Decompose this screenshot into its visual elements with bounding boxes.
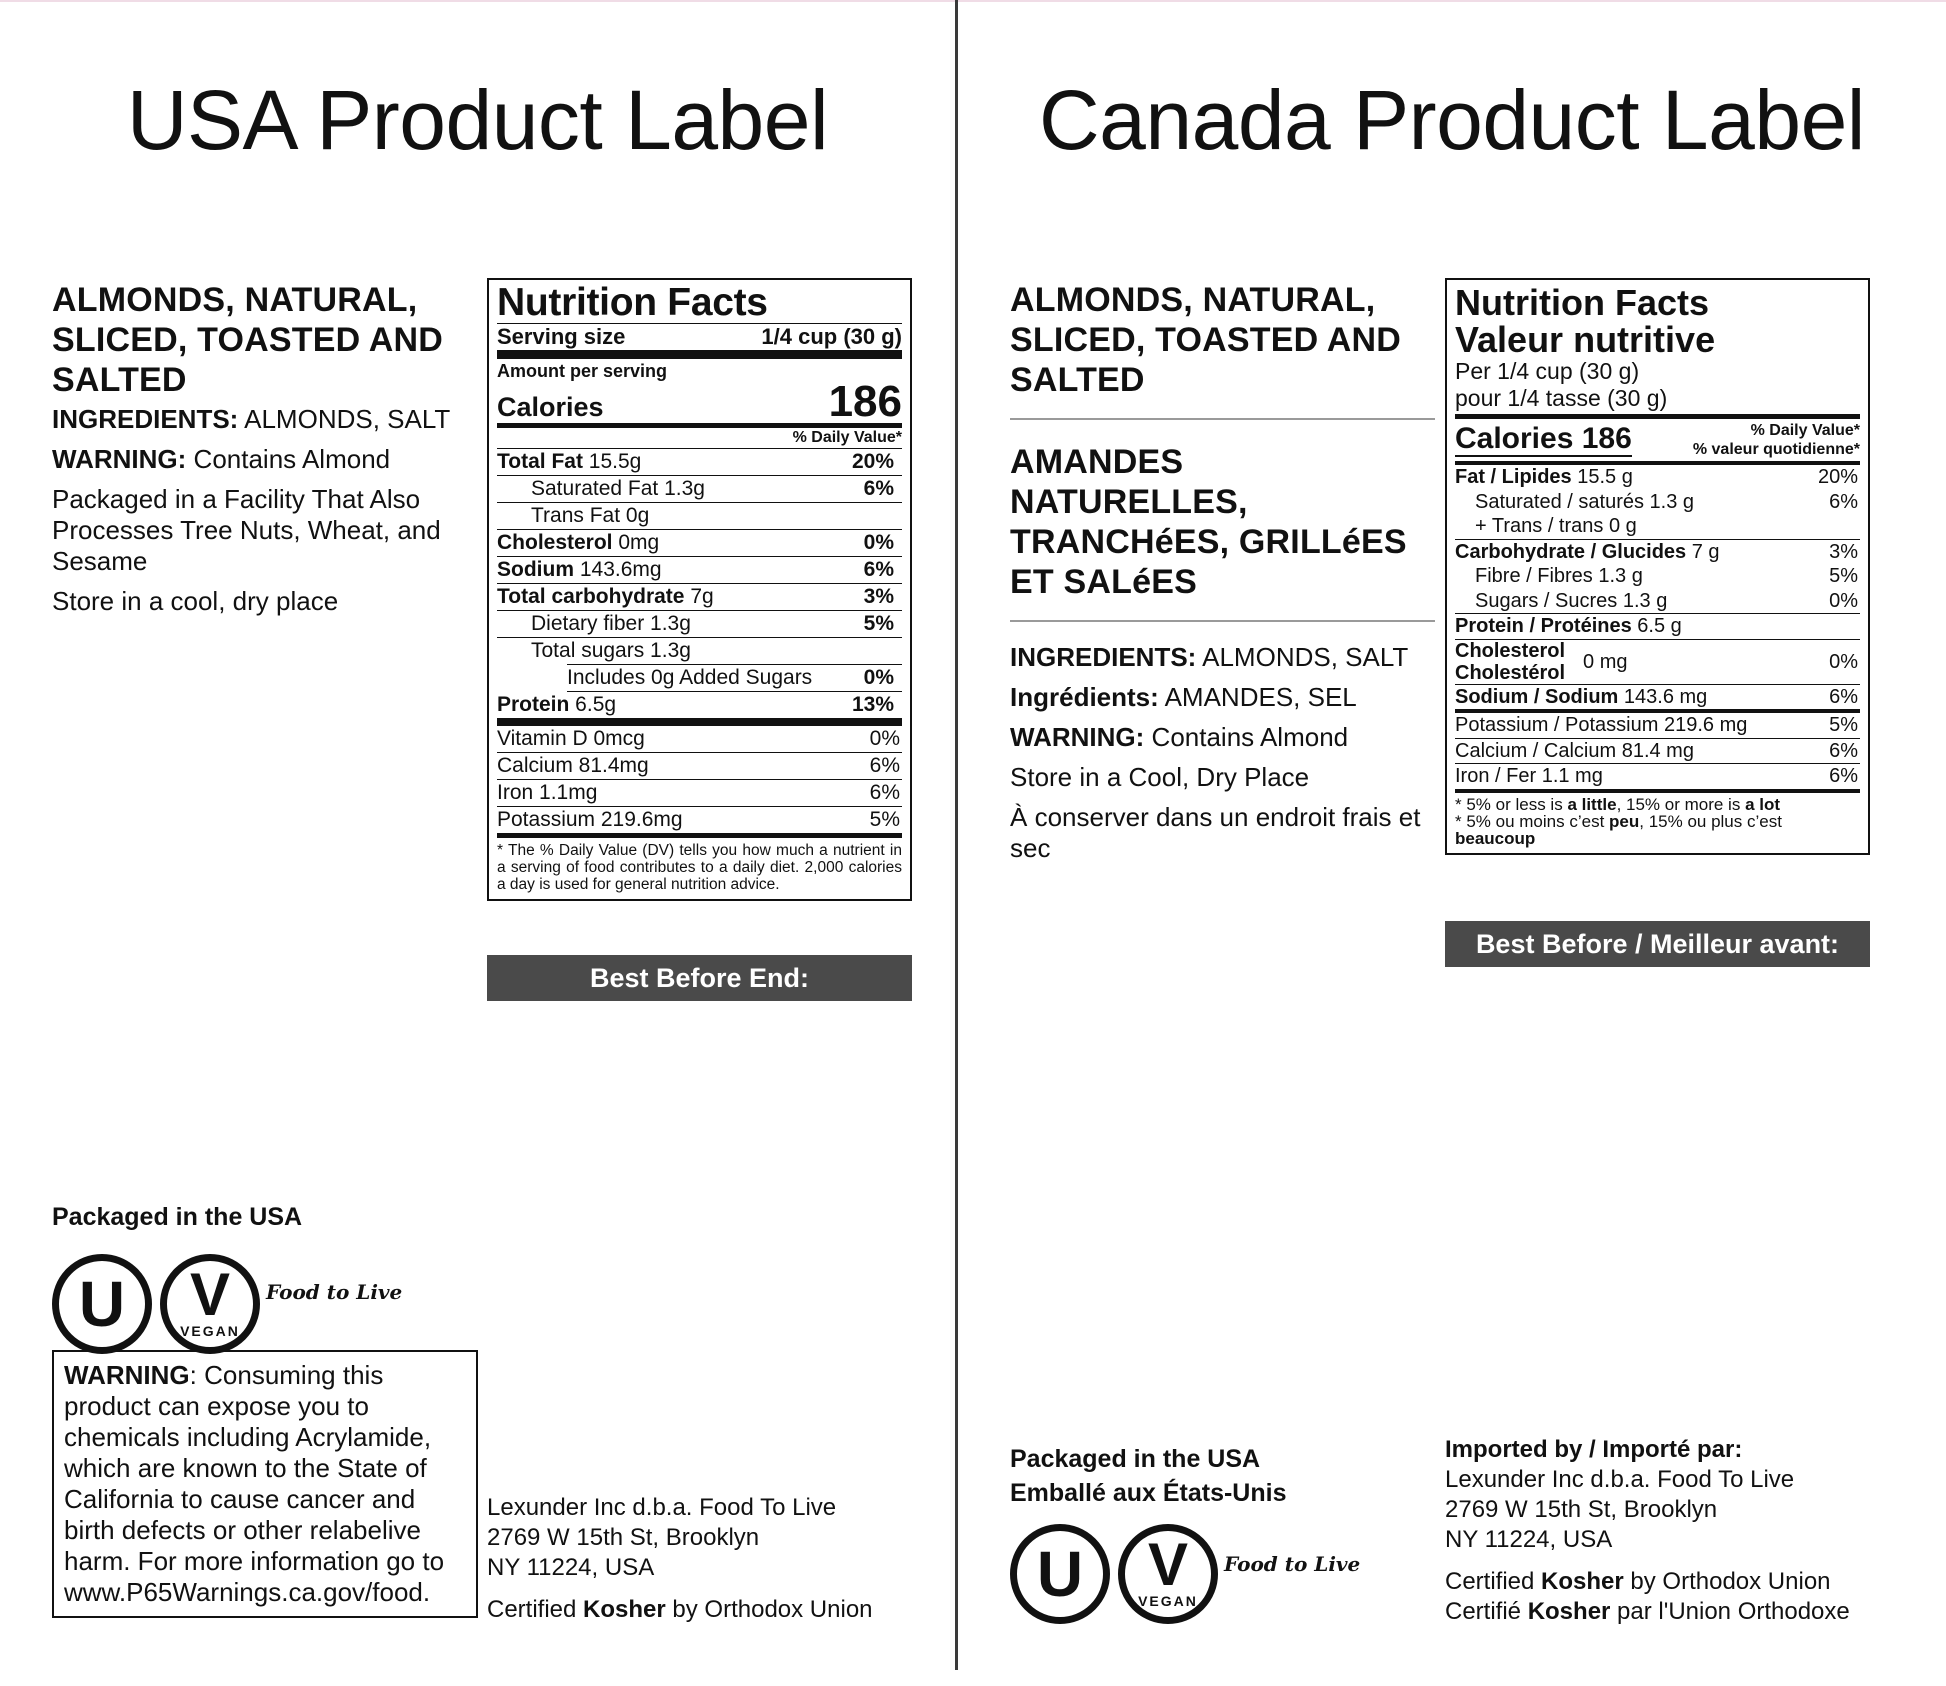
address-line: 2769 W 15th St, Brooklyn xyxy=(1445,1496,1718,1523)
vegan-certified-icon: V VEGAN xyxy=(1118,1524,1218,1624)
cholesterol-row: Cholesterol Cholestérol 0 mg 0% xyxy=(1455,639,1858,684)
address-line: NY 11224, USA xyxy=(487,1554,655,1581)
vegan-certified-icon: V VEGAN xyxy=(160,1254,260,1354)
sodium-row: Sodium / Sodium 143.6 mg 6% xyxy=(1455,685,1860,714)
address-line: 2769 W 15th St, Brooklyn xyxy=(487,1524,760,1551)
canada-ingredients-en: INGREDIENTS: ALMONDS, SALT xyxy=(1010,642,1409,672)
daily-value-header: % Daily Value* xyxy=(497,428,902,449)
canada-product-name-en xyxy=(1010,280,1435,400)
canada-product-info xyxy=(1010,280,1435,864)
product-name-line: AMANDES xyxy=(1010,443,1184,481)
nutrient-row: Total sugars 1.3g xyxy=(531,639,691,662)
product-name-line: ALMONDS, NATURAL, xyxy=(1010,281,1376,319)
nutrient-row: Cholesterol 0mg 0% xyxy=(497,530,902,557)
nutrition-facts-title: Nutrition Facts xyxy=(1455,282,1710,323)
nutrient-row: Fibre / Fibres 1.3 g 5% xyxy=(1475,565,1858,587)
usa-nutrition-facts-panel xyxy=(487,278,912,901)
orthodox-union-kosher-icon: U xyxy=(1010,1524,1110,1624)
mineral-row: Potassium / Potassium 219.6 mg 5% xyxy=(1455,713,1860,739)
canada-panel-title: Canada Product Label xyxy=(1039,73,1865,167)
usa-label-panel xyxy=(0,0,955,1686)
usa-storage-note: Store in a cool, dry place xyxy=(52,586,339,616)
nutrient-rows xyxy=(497,449,902,718)
product-name-line: ET SALéES xyxy=(1010,563,1197,601)
canada-ingredients-fr: Ingrédients: AMANDES, SEL xyxy=(1010,682,1357,712)
nutrient-row: Saturated Fat 1.3g 6% xyxy=(497,476,902,503)
usa-facility-note: Packaged in a Facility That Also Processes Tree Nuts, Wheat, and Sesame xyxy=(52,484,441,576)
nutrient-row: Sodium 143.6mg 6% xyxy=(497,557,902,584)
vitamin-row: Iron 1.1mg 6% xyxy=(497,780,902,807)
best-before-bar: Best Before End: xyxy=(487,955,912,1001)
canada-mineral-rows xyxy=(1455,713,1860,789)
best-before-bar: Best Before / Meilleur avant: xyxy=(1445,921,1870,967)
usa-packaged-in: Packaged in the USA xyxy=(52,1203,303,1231)
kosher-certification-en: Certified Kosher by Orthodox Union xyxy=(1445,1568,1831,1595)
nutrient-row: Sugars / Sucres 1.3 g 0% xyxy=(1455,589,1860,615)
canada-packaged-in: Packaged in the USA Emballé aux États-Unis xyxy=(1010,1445,1287,1507)
canada-label-panel xyxy=(958,0,1946,1686)
canada-storage-fr: À conserver dans un endroit frais et sec xyxy=(1010,802,1421,863)
calories-row: Calories 186 xyxy=(497,377,902,426)
amount-per-serving: Amount per serving xyxy=(497,361,668,381)
usa-ingredients: INGREDIENTS: ALMONDS, SALT xyxy=(52,404,451,434)
usa-panel-title: USA Product Label xyxy=(126,73,829,167)
vitamin-row: Calcium 81.4mg 6% xyxy=(497,753,902,780)
product-name-line: ALMONDS, NATURAL, xyxy=(52,281,418,319)
prop65-warning-box: WARNING: Consuming this product can expose you to chemicals including Acrylamide, which are known to the State of California to cause cancer and birth defects or other relabelive harm. For more information go to www.P65Warnings.ca.gov/food. xyxy=(52,1350,478,1618)
canada-nutrient-rows xyxy=(1455,465,1860,640)
nutrient-row: Dietary fiber 1.3g 5% xyxy=(497,611,902,638)
serving-per-en: Per 1/4 cup (30 g) xyxy=(1455,358,1640,384)
usa-product-info xyxy=(52,280,472,617)
serving-size-row: Serving size 1/4 cup (30 g) xyxy=(497,323,902,359)
product-name-line: SALTED xyxy=(52,361,187,399)
canada-warning-allergen: WARNING: Contains Almond xyxy=(1010,722,1349,752)
vitamin-rows xyxy=(497,718,902,833)
address-line: Lexunder Inc d.b.a. Food To Live xyxy=(1445,1466,1795,1493)
valeur-nutritive-title: Valeur nutritive xyxy=(1455,319,1716,360)
product-name-line: TRANCHéES, GRILLéES xyxy=(1010,523,1407,561)
usa-product-name xyxy=(52,280,472,400)
serving-per-fr: pour 1/4 tasse (30 g) xyxy=(1455,385,1860,419)
usa-address xyxy=(487,1493,873,1625)
canada-nutrition-facts-panel xyxy=(1445,278,1870,855)
imported-by-label: Imported by / Importé par: xyxy=(1445,1436,1743,1463)
orthodox-union-kosher-icon: U xyxy=(52,1254,152,1354)
daily-value-footnote: * The % Daily Value (DV) tells you how much a nutrient in a serving of food contributes to a daily diet. 2,000 calories a day is used for general nutrition advice. xyxy=(497,842,902,893)
canada-calories-row: Calories 186 % Daily Value* % valeur quotidienne* xyxy=(1455,419,1860,465)
nutrient-row: Total carbohydrate 7g 3% xyxy=(497,584,902,611)
divider-line xyxy=(1010,620,1435,622)
nutrient-row: Saturated / saturés 1.3 g 6% xyxy=(1475,490,1858,513)
nutrient-row: Includes 0g Added Sugars 0% xyxy=(567,664,902,692)
vitamin-row: Potassium 219.6mg 5% xyxy=(497,808,900,831)
usa-warning-allergen: WARNING: Contains Almond xyxy=(52,444,391,474)
canada-product-name-fr xyxy=(1010,442,1435,602)
vitamin-row: Vitamin D 0mcg 0% xyxy=(497,726,902,753)
nutrient-row: Total Fat 15.5g 20% xyxy=(497,449,902,476)
kosher-certification-fr: Certifié Kosher par l'Union Orthodoxe xyxy=(1445,1598,1850,1625)
nutrient-row: Fat / Lipides 15.5 g 20% xyxy=(1455,466,1858,488)
nutrient-row: Carbohydrate / Glucides 7 g 3% xyxy=(1455,540,1858,563)
mineral-row: Iron / Fer 1.1 mg 6% xyxy=(1455,765,1858,787)
nutrition-facts-title: Nutrition Facts xyxy=(497,281,768,324)
nutrient-row: Trans Fat 0g xyxy=(497,503,902,530)
canada-importer xyxy=(1445,1435,1850,1627)
food-to-live-logo: Food to Live xyxy=(266,1280,403,1304)
kosher-certification: Certified Kosher by Orthodox Union xyxy=(487,1596,873,1623)
canada-storage-en: Store in a Cool, Dry Place xyxy=(1010,762,1310,792)
mineral-row: Calcium / Calcium 81.4 mg 6% xyxy=(1455,739,1860,765)
divider-line xyxy=(1010,418,1435,420)
address-line: NY 11224, USA xyxy=(1445,1526,1613,1553)
product-name-line: NATURELLES, xyxy=(1010,483,1248,521)
canada-footnote: * 5% or less is a little, 15% or more is a lot * 5% ou moins c’est peu, 15% ou plus c’est beaucoup xyxy=(1455,789,1860,847)
nutrient-row: Protein / Protéines 6.5 g xyxy=(1455,614,1860,640)
address-line: Lexunder Inc d.b.a. Food To Live xyxy=(487,1494,837,1521)
product-name-line: SLICED, TOASTED AND xyxy=(1010,321,1402,359)
nutrient-row: + Trans / trans 0 g xyxy=(1455,514,1860,540)
food-to-live-logo: Food to Live xyxy=(1224,1552,1361,1576)
product-name-line: SALTED xyxy=(1010,361,1145,399)
nutrient-row: Protein 6.5g 13% xyxy=(497,693,894,716)
product-name-line: SLICED, TOASTED AND xyxy=(52,321,444,359)
